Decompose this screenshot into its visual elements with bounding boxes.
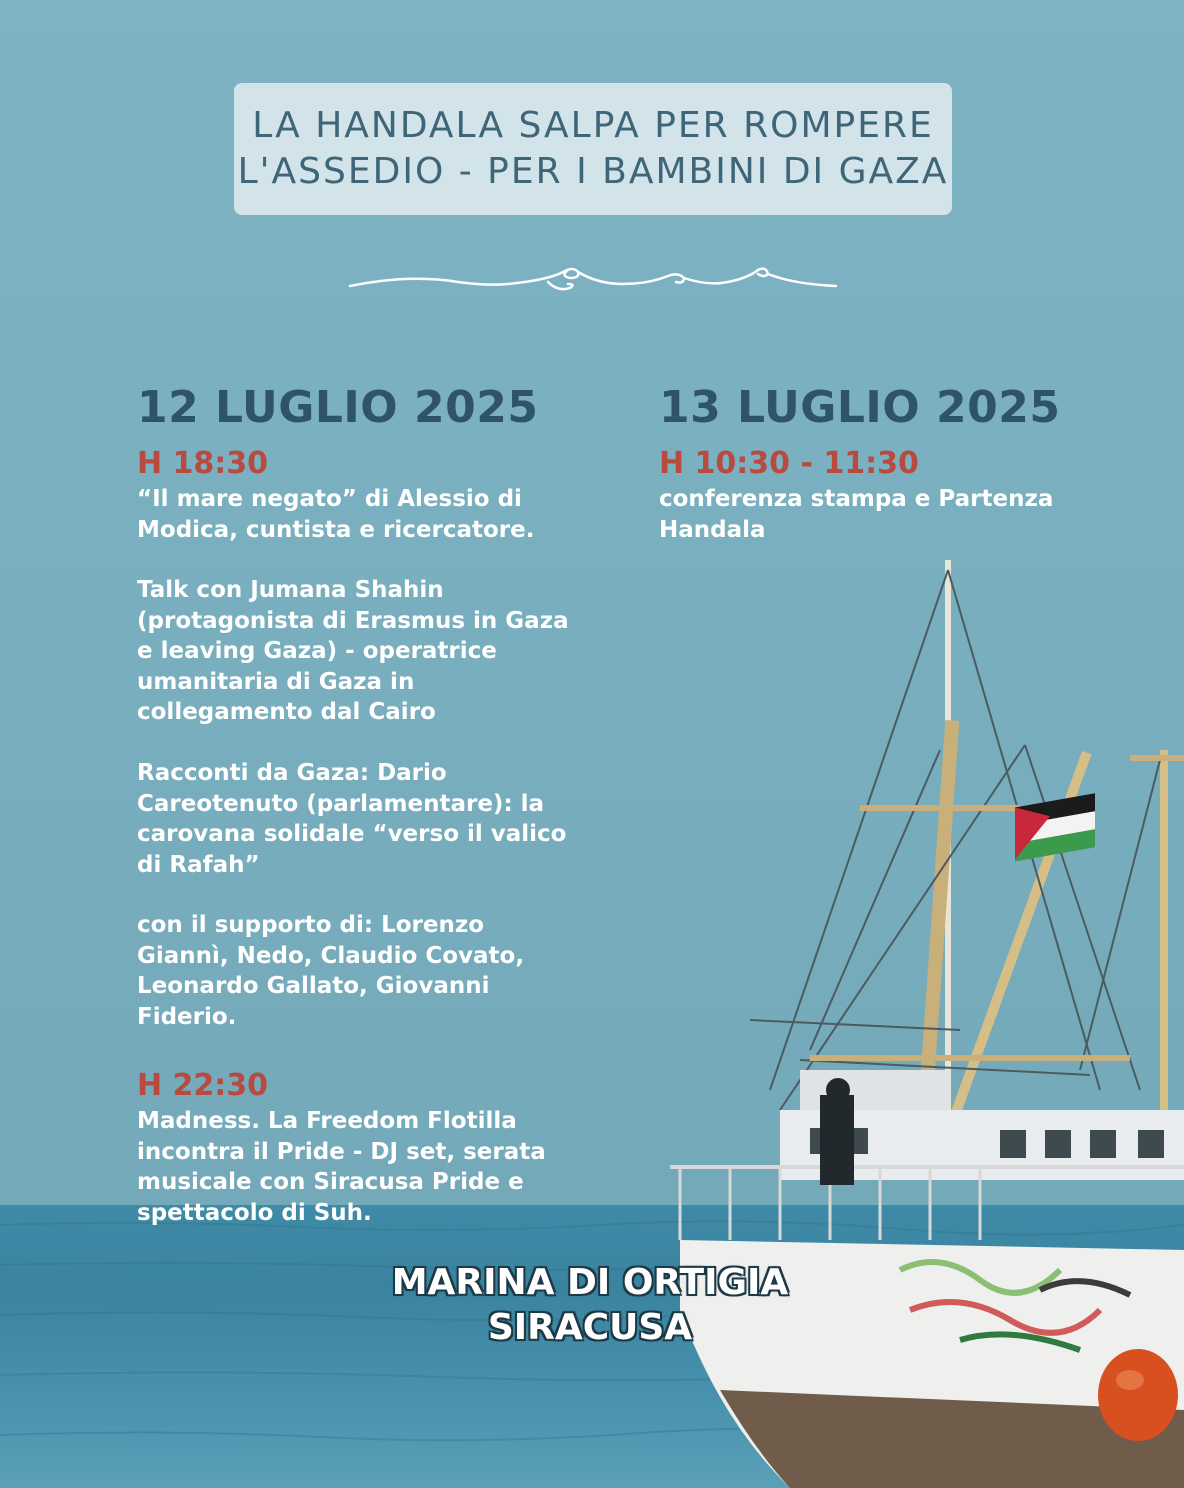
time-day2: H 10:30 - 11:30: [659, 446, 919, 481]
event-text-day2: conferenza stampa e Partenza Handala: [659, 486, 1054, 543]
ornamental-divider: [348, 262, 838, 298]
date-day1: 12 LUGLIO 2025: [137, 382, 539, 433]
location-line1: MARINA DI ORTIGIA: [391, 1262, 789, 1303]
event-text-2: Talk con Jumana Shahin (protagonista di Erasmus in Gaza e leaving Gaza) - operatrice umanitaria di Gaza in collegamento dal Cairo: [137, 577, 569, 725]
event-text-5: Madness. La Freedom Flotilla incontra il Pride - DJ set, serata musicale con Siracusa Pride e spettacolo di Suh.: [137, 1108, 546, 1226]
event-location: [300, 1260, 880, 1350]
palestine-flag: [1015, 793, 1095, 861]
event-text-3: Racconti da Gaza: Dario Careotenuto (parlamentare): la carovana solidale “verso il valico di Rafah”: [137, 760, 567, 878]
title-banner: [234, 83, 952, 215]
event-text-1: “Il mare negato” di Alessio di Modica, cuntista e ricercatore.: [137, 486, 535, 543]
date-day2: 13 LUGLIO 2025: [659, 382, 1061, 433]
time-day1-first: H 18:30: [137, 446, 269, 481]
page-title: LA HANDALA SALPA PER ROMPERE L'ASSEDIO - PER I BAMBINI DI GAZA: [237, 105, 949, 192]
event-text-4: con il supporto di: Lorenzo Giannì, Nedo, Claudio Covato, Leonardo Gallato, Giovanni Fiderio.: [137, 912, 525, 1030]
time-day1-second: H 22:30: [137, 1068, 269, 1103]
location-line2: SIRACUSA: [487, 1307, 693, 1348]
